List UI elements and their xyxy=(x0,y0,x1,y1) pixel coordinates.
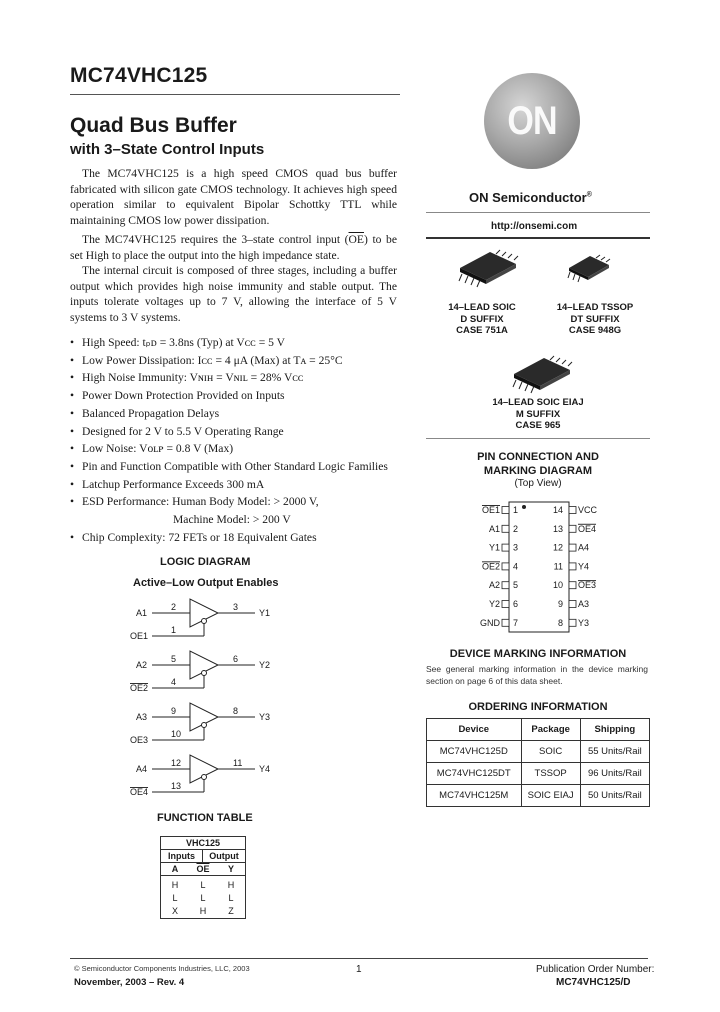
function-table-row xyxy=(161,879,245,892)
feature-item-continuation: Machine Model: > 200 V xyxy=(173,513,291,527)
pin-lead xyxy=(502,563,509,570)
cell: L xyxy=(200,893,206,903)
brand-name xyxy=(469,190,592,205)
feature-item: • High Speed: tₚᴅ = 3.8ns (Typ) at Vᴄᴄ = 5 V xyxy=(70,334,410,352)
package-suffix: D SUFFIX xyxy=(460,313,504,325)
pin-name: A2 xyxy=(488,580,500,591)
col-shipping-header: Shipping xyxy=(580,719,649,741)
pin-name: A1 xyxy=(488,523,500,534)
pin-name: VCC xyxy=(578,505,598,515)
gate-enable-pin: 13 xyxy=(171,781,182,791)
function-table-row xyxy=(161,892,245,905)
page-title: Quad Bus Buffer xyxy=(70,114,237,137)
inputs-header: Inputs xyxy=(161,850,203,862)
inversion-bubble-icon xyxy=(202,671,207,676)
pin-name: A3 xyxy=(578,599,590,609)
pin-connection-diagram xyxy=(470,496,610,636)
cell: H xyxy=(199,906,207,916)
device-marking-title: DEVICE MARKING INFORMATION xyxy=(449,648,627,660)
package-case: CASE 948G xyxy=(568,325,622,336)
feature-item: • Pin and Function Compatible with Other Standard Logic Families xyxy=(70,458,410,476)
function-table-group-header xyxy=(161,850,245,863)
buffer-gate xyxy=(130,651,270,693)
col-device-header: Device xyxy=(427,719,522,741)
shipping-cell: 55 Units/Rail xyxy=(580,741,649,763)
soic-package-icon xyxy=(456,248,520,288)
gate-input-pin: 12 xyxy=(171,758,182,768)
pin-lead xyxy=(502,582,509,589)
cell: L xyxy=(172,893,178,903)
pin-lead xyxy=(502,601,509,608)
tssop-package-icon xyxy=(566,252,612,286)
description-paragraph-2 xyxy=(70,232,397,263)
pin-name: OE4 xyxy=(578,523,597,534)
pin-number: 13 xyxy=(552,523,563,534)
oe-signal: $\overline{OE}$ xyxy=(348,233,364,246)
feature-item: • High Noise Immunity: Vɴɪʜ = Vɴɪʟ = 28% Vᴄᴄ xyxy=(70,369,410,387)
package-soic-eiaj-caption xyxy=(476,397,600,432)
inversion-bubble-icon xyxy=(202,619,207,624)
buffer-gate xyxy=(130,703,270,745)
pin-number: 10 xyxy=(552,580,563,591)
ordering-row xyxy=(427,763,650,785)
pin-lead xyxy=(502,507,509,514)
gate-enable-label: OE3 xyxy=(130,735,149,745)
pin-name: A4 xyxy=(578,542,590,553)
cell: L xyxy=(200,880,206,890)
ordering-information-title: ORDERING INFORMATION xyxy=(468,701,608,713)
package-cell: SOIC xyxy=(521,741,580,763)
gate-input-pin: 2 xyxy=(171,602,177,612)
trademark: ® xyxy=(586,191,592,199)
package-soic-caption xyxy=(440,302,524,337)
pin-lead xyxy=(569,582,576,589)
pin-lead xyxy=(569,619,576,626)
pin-number: 2 xyxy=(513,523,519,534)
pin-name: OE1 xyxy=(481,505,500,515)
package-tssop-caption xyxy=(550,302,640,337)
function-table xyxy=(160,836,246,919)
shipping-cell: 96 Units/Rail xyxy=(580,763,649,785)
gate-output-pin: 8 xyxy=(233,706,239,716)
gate-enable-pin: 1 xyxy=(171,625,177,635)
package-cell: TSSOP xyxy=(521,763,580,785)
output-header: Output xyxy=(209,851,239,861)
gate-input-label: A1 xyxy=(136,608,148,618)
function-table-device: VHC125 xyxy=(161,837,245,850)
gate-input-label: A4 xyxy=(136,764,148,774)
gate-enable-label: OE2 xyxy=(130,683,149,693)
soic-eiaj-package-icon xyxy=(510,354,574,394)
gate-input-pin: 9 xyxy=(171,706,177,716)
cell: H xyxy=(227,880,235,890)
website-link[interactable]: http://onsemi.com xyxy=(491,221,578,232)
buffer-gate xyxy=(130,755,270,797)
footer-rule xyxy=(70,958,648,959)
description-paragraph-1: The MC74VHC125 is a high speed CMOS quad bus buffer fabricated with silicon gate CMOS technology. It achieves high speed operation similar to equivalent Bipolar Schottky TTL while maintaining CMOS low power dissipation. xyxy=(70,167,397,227)
copyright: © Semiconductor Components Industries, LLC, 2003 xyxy=(74,964,250,973)
logic-diagram-title: LOGIC DIAGRAM xyxy=(160,556,251,568)
description-p2-start: The MC74VHC125 requires the 3–state control input ( xyxy=(82,233,349,246)
package-suffix: M SUFFIX xyxy=(515,408,561,420)
pin-name: Y2 xyxy=(488,599,500,609)
section-rule xyxy=(426,438,650,439)
gate-enable-label: OE1 xyxy=(130,631,149,641)
feature-item: • Low Noise: Vᴏʟᴘ = 0.8 V (Max) xyxy=(70,440,410,458)
package-suffix: DT SUFFIX xyxy=(570,313,620,325)
description-paragraph-3: The internal circuit is composed of three stages, including a buffer output which provides high noise immunity and stable output. The inputs tolerate voltages up to 7 V, allowing the interface of 5 V systems to 3 V systems. xyxy=(70,264,397,324)
ordering-row xyxy=(427,741,650,763)
header-rule xyxy=(70,94,400,95)
pin-number: 3 xyxy=(513,542,519,553)
function-table-column-header xyxy=(161,863,245,876)
device-cell: MC74VHC125D xyxy=(427,741,522,763)
gate-enable-pin: 4 xyxy=(171,677,177,687)
feature-item: • Designed for 2 V to 5.5 V Operating Range xyxy=(70,423,410,441)
col-package-header: Package xyxy=(521,719,580,741)
gate-input-label: A2 xyxy=(136,660,148,670)
pin-name: OE2 xyxy=(481,561,500,572)
pin-title-line-2: MARKING DIAGRAM xyxy=(483,465,593,477)
pin-number: 14 xyxy=(552,505,563,515)
pin-lead xyxy=(502,544,509,551)
cell: H xyxy=(171,880,179,890)
feature-item: • Balanced Propagation Delays xyxy=(70,405,410,423)
col-a-header: A xyxy=(171,864,179,874)
package-case: CASE 965 xyxy=(515,420,561,431)
pin-number: 12 xyxy=(552,542,563,553)
publication-label: Publication Order Number: xyxy=(536,964,655,975)
pin-view-label: (Top View) xyxy=(514,478,562,489)
inversion-bubble-icon xyxy=(202,723,207,728)
shipping-cell: 50 Units/Rail xyxy=(580,785,649,807)
feature-item: • Low Power Dissipation: Iᴄᴄ = 4 μA (Max) at Tᴀ = 25°C xyxy=(70,352,410,370)
function-table-row xyxy=(161,905,245,918)
description-p2-end: ) to be set High to place the output into the high impedance state. xyxy=(70,233,397,262)
package-case: CASE 751A xyxy=(456,325,508,336)
pin-connection-title xyxy=(426,450,650,478)
brand-rule xyxy=(426,212,650,213)
inversion-bubble-icon xyxy=(202,775,207,780)
package-name: 14–LEAD TSSOP xyxy=(556,302,634,313)
logic-diagram xyxy=(120,596,290,806)
feature-item: • Latchup Performance Exceeds 300 mA xyxy=(70,476,410,494)
function-table-title: FUNCTION TABLE xyxy=(157,812,253,824)
pin-number: 9 xyxy=(557,599,563,609)
buffer-gate xyxy=(130,599,270,641)
pin-lead xyxy=(569,544,576,551)
url-rule xyxy=(426,237,650,239)
col-oe-header: $\overline{OE}$ xyxy=(196,864,210,874)
pin-title-line-1: PIN CONNECTION AND xyxy=(477,451,599,463)
cell: X xyxy=(171,906,178,916)
pin-lead xyxy=(569,525,576,532)
ordering-table xyxy=(426,718,650,807)
publication-number: MC74VHC125/D xyxy=(556,977,631,988)
device-cell: MC74VHC125M xyxy=(427,785,522,807)
gate-input-label: A3 xyxy=(136,712,148,722)
gate-output-label: Y4 xyxy=(259,764,271,774)
pin-number: 6 xyxy=(513,599,519,609)
gate-input-pin: 5 xyxy=(171,654,177,664)
pin-lead xyxy=(569,507,576,514)
gate-enable-label: OE4 xyxy=(130,787,149,797)
device-cell: MC74VHC125DT xyxy=(427,763,522,785)
gate-output-label: Y2 xyxy=(259,660,271,670)
pin-lead xyxy=(569,601,576,608)
pin-number: 8 xyxy=(557,617,563,628)
logo-text: ON xyxy=(507,98,557,143)
pin-name: OE3 xyxy=(578,580,597,591)
ordering-row xyxy=(427,785,650,807)
on-semiconductor-logo xyxy=(484,73,580,169)
ordering-header-row xyxy=(427,719,650,741)
gate-output-pin: 3 xyxy=(233,602,239,612)
pin-number: 7 xyxy=(513,617,519,628)
pin-number: 4 xyxy=(513,561,519,572)
gate-enable-pin: 10 xyxy=(171,729,182,739)
pin-name: GND xyxy=(480,617,500,628)
part-number: MC74VHC125 xyxy=(70,64,208,87)
pin-number: 11 xyxy=(553,561,563,572)
package-name: 14–LEAD SOIC xyxy=(448,302,516,313)
brand-text: ON Semiconductor xyxy=(469,190,587,205)
gate-output-pin: 6 xyxy=(233,654,239,664)
pin-one-dot-icon xyxy=(522,505,526,509)
device-marking-text: See general marking information in the device marking section on page 6 of this data sheet. xyxy=(426,664,648,686)
cell: L xyxy=(228,893,234,903)
pin-number: 1 xyxy=(513,505,519,515)
feature-item: • ESD Performance: Human Body Model: > 2000 V, xyxy=(70,493,410,511)
revision-date: November, 2003 – Rev. 4 xyxy=(74,977,185,988)
col-y-header: Y xyxy=(227,864,234,874)
pin-name: Y4 xyxy=(578,561,590,572)
pin-name: Y1 xyxy=(488,542,500,553)
cell: Z xyxy=(228,906,234,916)
pin-lead xyxy=(569,563,576,570)
pin-name: Y3 xyxy=(578,617,590,628)
package-name: 14–LEAD SOIC EIAJ xyxy=(492,397,584,408)
gate-output-label: Y1 xyxy=(259,608,271,618)
pin-number: 5 xyxy=(513,580,519,591)
features-list xyxy=(70,334,410,546)
package-cell: SOIC EIAJ xyxy=(521,785,580,807)
page-subtitle: with 3–State Control Inputs xyxy=(70,141,265,158)
feature-item: • Power Down Protection Provided on Inputs xyxy=(70,387,410,405)
page-number: 1 xyxy=(356,964,362,975)
pin-lead xyxy=(502,525,509,532)
feature-item: • Chip Complexity: 72 FETs or 18 Equivalent Gates xyxy=(70,529,410,547)
pin-lead xyxy=(502,619,509,626)
logic-diagram-subtitle: Active–Low Output Enables xyxy=(133,577,279,589)
gate-output-pin: 11 xyxy=(233,758,243,768)
gate-output-label: Y3 xyxy=(259,712,271,722)
